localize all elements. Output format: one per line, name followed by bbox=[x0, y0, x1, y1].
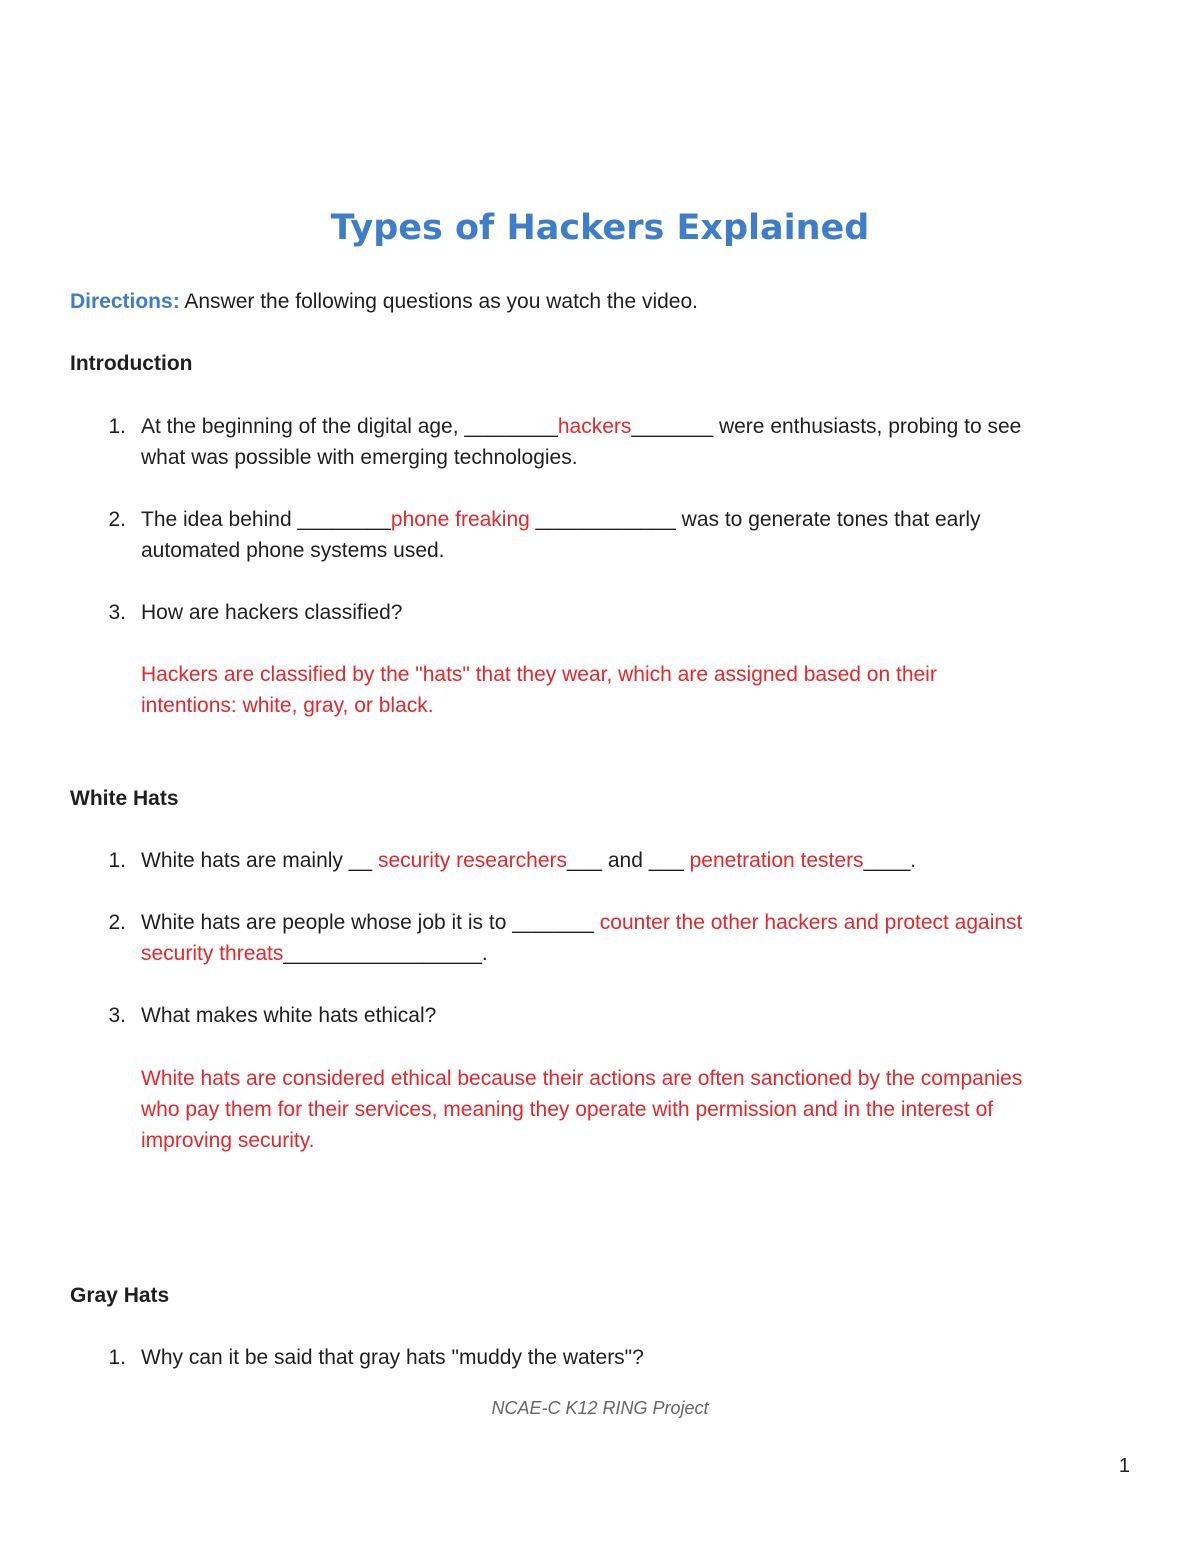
question-text-continued bbox=[141, 938, 488, 969]
question-number: 2. bbox=[108, 508, 126, 531]
section-heading-introduction: Introduction bbox=[70, 352, 193, 375]
question-text-continued: automated phone systems used. bbox=[141, 539, 445, 562]
answer-text: intentions: white, gray, or black. bbox=[141, 694, 434, 717]
section-heading-gray-hats: Gray Hats bbox=[70, 1284, 170, 1307]
directions-text: Answer the following questions as you watch the video. bbox=[179, 290, 698, 313]
question-number: 2. bbox=[108, 911, 126, 934]
page-title: Types of Hackers Explained bbox=[330, 208, 870, 248]
question-text-continued: what was possible with emerging technologies. bbox=[141, 446, 578, 469]
question-text bbox=[141, 907, 1022, 938]
section-heading-white-hats: White Hats bbox=[70, 787, 179, 810]
answer-text: phone freaking bbox=[390, 508, 530, 531]
question-suffix: _______ were enthusiasts, probing to see bbox=[631, 415, 1022, 438]
question-text: What makes white hats ethical? bbox=[141, 1004, 437, 1027]
directions bbox=[70, 286, 698, 317]
question-number: 1. bbox=[108, 415, 126, 438]
question-suffix: ____. bbox=[863, 849, 917, 872]
answer-text: White hats are considered ethical because their actions are often sanctioned by the companies bbox=[141, 1067, 1023, 1090]
directions-label: Directions: bbox=[70, 290, 180, 313]
answer-text: security researchers bbox=[377, 849, 567, 872]
question-text bbox=[141, 411, 1021, 442]
question-suffix: _________________. bbox=[283, 942, 488, 965]
answer-text: hackers bbox=[557, 415, 632, 438]
question-text bbox=[141, 845, 916, 876]
question-prefix: White hats are people whose job it is to _______ bbox=[141, 911, 600, 934]
question-prefix: The idea behind ________ bbox=[141, 508, 391, 531]
answer-text: security threats bbox=[141, 942, 284, 965]
question-number: 3. bbox=[108, 601, 126, 624]
question-text: Why can it be said that gray hats "muddy the waters"? bbox=[141, 1346, 644, 1369]
question-prefix: White hats are mainly __ bbox=[141, 849, 378, 872]
question-middle: ___ and ___ bbox=[567, 849, 690, 872]
answer-text: penetration testers bbox=[689, 849, 864, 872]
answer-text: Hackers are classified by the "hats" that they wear, which are assigned based on their bbox=[141, 663, 937, 686]
answer-text: improving security. bbox=[141, 1129, 315, 1152]
question-text: How are hackers classified? bbox=[141, 601, 403, 624]
question-number: 3. bbox=[108, 1004, 126, 1027]
question-number: 1. bbox=[108, 849, 126, 872]
question-text bbox=[141, 504, 981, 535]
answer-text: who pay them for their services, meaning they operate with permission and in the interest of bbox=[141, 1098, 994, 1121]
question-number: 1. bbox=[108, 1346, 126, 1369]
question-suffix: ____________ was to generate tones that early bbox=[529, 508, 981, 531]
page-footer: NCAE-C K12 RING Project bbox=[491, 1398, 709, 1418]
answer-text: counter the other hackers and protect against bbox=[599, 911, 1023, 934]
page-number: 1 bbox=[1118, 1455, 1130, 1477]
question-prefix: At the beginning of the digital age, ________ bbox=[141, 415, 558, 438]
